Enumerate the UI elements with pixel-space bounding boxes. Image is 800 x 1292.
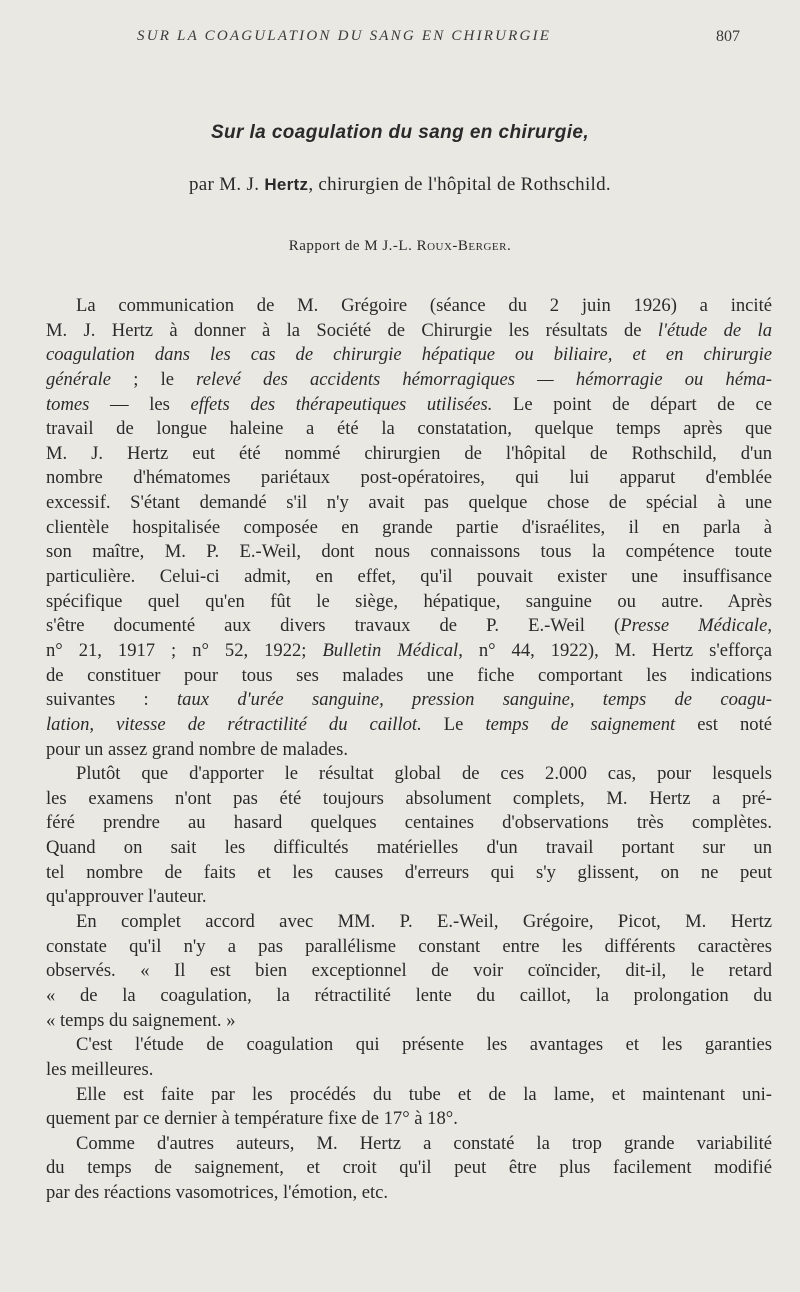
text-segment: féré prendre au hasard quelques centaines d'observations très complètes.	[46, 812, 772, 834]
text-segment: constate qu'il n'y a pas parallélisme constant entre les différents caractères	[46, 935, 772, 957]
text-segment: , n° 44, 1922), M. Hertz s'efforça	[458, 639, 773, 661]
text-segment: Comme d'autres auteurs, M. Hertz a constaté la trop grande variabilité	[76, 1132, 772, 1154]
text-line	[46, 590, 772, 615]
text-line	[46, 836, 772, 861]
italic-segment: temps de saignement	[485, 713, 676, 735]
text-line	[46, 1033, 772, 1058]
text-segment: travail de longue haleine a été la constatation, quelque temps après que	[46, 418, 772, 440]
text-line	[46, 1181, 772, 1206]
text-line	[46, 294, 772, 319]
report-line	[0, 238, 800, 255]
text-line	[46, 1009, 772, 1034]
text-segment: excessif. S'étant demandé s'il n'y avait pas quelque chose de spécial à une	[46, 492, 772, 514]
text-line	[46, 811, 772, 836]
italic-segment: l'étude de la	[657, 319, 773, 341]
text-line	[46, 417, 772, 442]
article-body	[46, 294, 772, 1206]
text-segment: qu'approuver l'auteur.	[46, 886, 207, 908]
italic-segment: coagulation dans les cas de chirurgie hépatique ou biliaire, et en chirurgie	[46, 344, 772, 366]
italic-segment: tomes	[46, 393, 90, 415]
text-segment: tel nombre de faits et les causes d'erreurs qui s'y glissent, on ne peut	[46, 861, 772, 883]
text-line	[46, 466, 772, 491]
text-segment: spécifique quel qu'en fût le siège, hépatique, sanguine ou autre. Après	[46, 590, 772, 612]
text-line	[46, 1132, 772, 1157]
text-segment: les examens n'ont pas été toujours absolument complets, M. Hertz a pré-	[46, 787, 772, 809]
text-line	[46, 762, 772, 787]
text-segment: son maître, M. P. E.-Weil, dont nous connaissons tous la compétence toute	[46, 541, 772, 563]
text-line	[46, 491, 772, 516]
text-line	[46, 319, 772, 344]
text-segment: — les	[89, 393, 191, 415]
page-number: 807	[716, 28, 740, 45]
text-segment: « de la coagulation, la rétractilité lente du caillot, la prolongation du	[46, 984, 772, 1006]
text-line	[46, 540, 772, 565]
author-suffix: , chirurgien de l'hôpital de Rothschild.	[308, 174, 611, 195]
text-segment: M. J. Hertz à donner à la Société de Chirurgie les résultats de	[46, 319, 658, 341]
text-segment: Quand on sait les difficultés matérielles d'un travail portant sur un	[46, 837, 772, 859]
text-segment: les meilleures.	[46, 1058, 154, 1080]
text-segment: par des réactions vasomotrices, l'émotion, etc.	[46, 1182, 389, 1204]
text-line	[46, 614, 772, 639]
italic-segment: lation, vitesse de rétractilité du caillot.	[46, 713, 422, 735]
text-line	[46, 935, 772, 960]
text-segment: observés. « Il est bien exceptionnel de voir coïncider, dit-il, le retard	[46, 960, 772, 982]
text-segment: suivantes :	[46, 689, 177, 711]
text-segment: M. J. Hertz eut été nommé chirurgien de l'hôpital de Rothschild, d'un	[46, 442, 772, 464]
text-line	[46, 1156, 772, 1181]
text-line	[46, 713, 772, 738]
text-segment: quement par ce dernier à température fixe de 17° à 18°.	[46, 1108, 458, 1130]
text-line	[46, 393, 772, 418]
text-segment: ; le	[111, 368, 197, 390]
author-prefix: par M. J.	[189, 174, 260, 195]
text-line	[46, 516, 772, 541]
text-segment: C'est l'étude de coagulation qui présente les avantages et les garanties	[76, 1034, 772, 1056]
article-title: Sur la coagulation du sang en chirurgie,	[210, 122, 590, 143]
italic-segment: générale	[46, 368, 112, 390]
text-line	[46, 442, 772, 467]
italic-segment: Presse Médicale	[620, 615, 768, 637]
text-line	[46, 664, 772, 689]
text-segment: particulière. Celui-ci admit, en effet, qu'il pouvait exister une insuffisance	[46, 566, 772, 588]
text-segment: de constituer pour tous ses malades une fiche comportant les indications	[46, 664, 772, 686]
text-segment: clientèle hospitalisée composée en grande partie d'israélites, il en parla à	[46, 516, 772, 538]
author-name: Hertz	[264, 175, 309, 194]
italic-segment: taux d'urée sanguine, pression sanguine, temps de coagu-	[177, 689, 772, 711]
author-line	[0, 174, 800, 196]
text-segment: Le	[421, 713, 486, 735]
text-line	[46, 1107, 772, 1132]
text-segment: La communication de M. Grégoire (séance du 2 juin 1926) a incité	[76, 295, 772, 316]
text-line	[46, 639, 772, 664]
text-line	[46, 343, 772, 368]
text-segment: ,	[767, 615, 773, 637]
text-line	[46, 1058, 772, 1083]
text-segment: est noté	[675, 713, 772, 735]
text-segment: Elle est faite par les procédés du tube et de la lame, et maintenant uni-	[76, 1083, 772, 1105]
text-line	[46, 984, 772, 1009]
text-segment: pour un assez grand nombre de malades.	[46, 738, 349, 760]
text-segment: s'être documenté aux divers travaux de P. E.-Weil (	[46, 615, 621, 637]
text-segment: Plutôt que d'apporter le résultat global de ces 2.000 cas, pour lesquels	[76, 763, 772, 785]
text-segment: En complet accord avec MM. P. E.-Weil, Grégoire, Picot, M. Hertz	[76, 911, 772, 933]
italic-segment: effets des thérapeutiques utilisées.	[190, 393, 493, 415]
text-line	[46, 959, 772, 984]
text-line	[46, 861, 772, 886]
italic-segment: relevé des accidents hémorragiques — hémorragie ou héma-	[196, 368, 772, 390]
text-segment: nombre d'hématomes pariétaux post-opératoires, qui lui apparut d'emblée	[46, 467, 772, 489]
text-segment: n° 21, 1917 ; n° 52, 1922;	[46, 639, 323, 661]
text-segment: Le point de départ de ce	[492, 393, 772, 415]
report-author: Roux-Berger.	[416, 238, 512, 254]
text-segment: du temps de saignement, et croit qu'il peut être plus facilement modifié	[46, 1157, 772, 1179]
running-head: SUR LA COAGULATION DU SANG EN CHIRURGIE	[137, 28, 552, 44]
text-line	[46, 1083, 772, 1108]
text-line	[46, 885, 772, 910]
report-prefix: Rapport de M J.-L.	[288, 238, 413, 254]
text-line	[46, 738, 772, 763]
text-line	[46, 910, 772, 935]
text-line	[46, 368, 772, 393]
text-segment: « temps du saignement. »	[46, 1009, 236, 1031]
text-line	[46, 565, 772, 590]
text-line	[46, 688, 772, 713]
text-line	[46, 787, 772, 812]
italic-segment: Bulletin Médical	[322, 639, 459, 661]
